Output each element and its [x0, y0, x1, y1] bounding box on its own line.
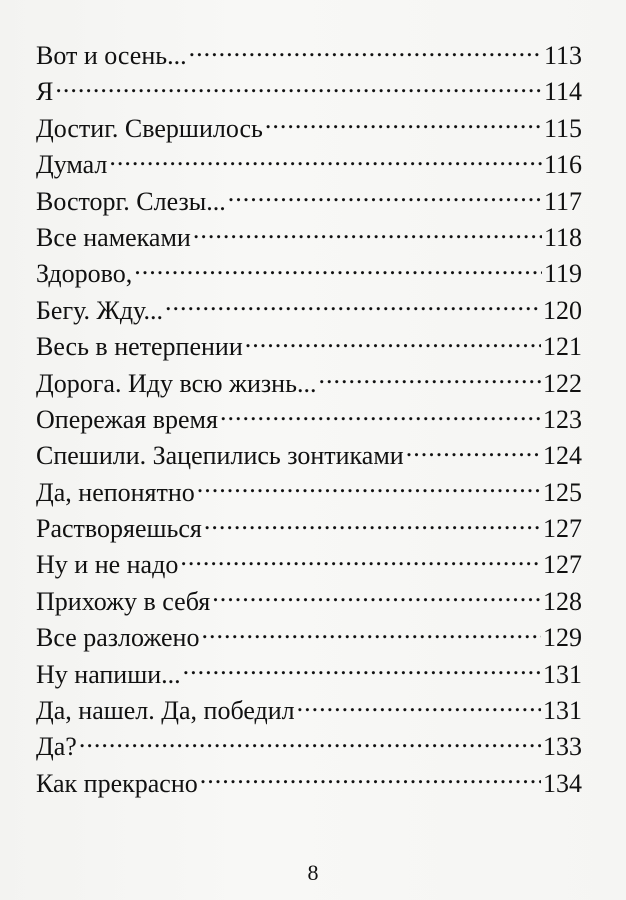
dot-leader: [165, 293, 541, 319]
toc-entry: [36, 74, 582, 110]
dot-leader: [109, 147, 542, 173]
toc-entry-title: Весь в нетерпении: [36, 332, 243, 362]
toc-entry-title: Да?: [36, 732, 77, 762]
table-of-contents: [36, 38, 582, 802]
dot-leader: [79, 729, 541, 755]
toc-entry-page: 131: [543, 659, 582, 689]
toc-entry-page: 113: [543, 41, 582, 70]
dot-leader: [55, 74, 542, 100]
toc-entry-page: 127: [543, 514, 582, 544]
toc-entry-page: 134: [543, 768, 582, 798]
toc-entry-page: 118: [543, 222, 582, 252]
toc-entry-title: Растворяешься: [36, 514, 202, 544]
dot-leader: [134, 256, 542, 282]
dot-leader: [220, 402, 541, 428]
toc-entry: [36, 511, 582, 547]
toc-entry: [36, 766, 582, 802]
toc-entry-title: Да, нашел. Да, победил: [36, 696, 295, 726]
toc-entry-page: 120: [543, 295, 582, 325]
toc-entry-title: Да, непонятно: [36, 477, 195, 507]
toc-entry: [36, 220, 582, 256]
toc-entry-page: 129: [543, 623, 582, 653]
toc-entry-page: 124: [543, 441, 582, 471]
toc-entry: [36, 729, 582, 765]
toc-entry-title: Восторг. Слезы...: [36, 186, 226, 216]
dot-leader: [200, 766, 541, 792]
toc-entry: [36, 329, 582, 365]
toc-entry: [36, 147, 582, 183]
dot-leader: [265, 111, 542, 137]
toc-entry: [36, 256, 582, 292]
dot-leader: [197, 475, 541, 501]
toc-entry-title: Вот и осень...: [36, 41, 187, 70]
toc-entry-page: 115: [543, 113, 582, 143]
dot-leader: [180, 547, 541, 573]
toc-entry-title: Ну напиши...: [36, 659, 181, 689]
toc-entry-title: Я: [36, 77, 54, 107]
toc-entry-page: 116: [543, 150, 582, 180]
toc-entry-title: Спешили. Зацепились зонтиками: [36, 441, 404, 471]
toc-entry: [36, 620, 582, 656]
toc-entry: [36, 475, 582, 511]
dot-leader: [193, 220, 542, 246]
toc-entry-title: Здорово,: [36, 259, 133, 289]
toc-entry: [36, 584, 582, 620]
toc-entry-title: Ну и не надо: [36, 550, 179, 580]
dot-leader: [183, 657, 541, 683]
dot-leader: [297, 693, 541, 719]
toc-entry-title: Опережая время: [36, 404, 218, 434]
toc-entry: [36, 111, 582, 147]
dot-leader: [204, 511, 541, 537]
toc-entry-title: Бегу. Жду...: [36, 295, 163, 325]
toc-entry: [36, 657, 582, 693]
toc-entry-page: 128: [543, 586, 582, 616]
toc-entry-page: 122: [543, 368, 582, 398]
toc-entry: [36, 184, 582, 220]
toc-entry-page: 125: [543, 477, 582, 507]
toc-entry: [36, 438, 582, 474]
toc-entry-page: 123: [543, 404, 582, 434]
toc-entry-title: Думал: [36, 150, 108, 180]
toc-entry-page: 119: [543, 259, 582, 289]
toc-entry-page: 114: [543, 77, 582, 107]
toc-entry-title: Дорога. Иду всю жизнь...: [36, 368, 317, 398]
toc-entry-title: Все разложено: [36, 623, 200, 653]
toc-entry-page: 121: [543, 332, 582, 362]
toc-entry: [36, 293, 582, 329]
toc-entry-page: 131: [543, 696, 582, 726]
toc-entry: [36, 366, 582, 402]
dot-leader: [318, 366, 541, 392]
dot-leader: [212, 584, 541, 610]
toc-entry-page: 127: [543, 550, 582, 580]
toc-entry-title: Прихожу в себя: [36, 586, 211, 616]
toc-entry-title: Все намеками: [36, 222, 191, 252]
dot-leader: [406, 438, 541, 464]
toc-entry: [36, 693, 582, 729]
dot-leader: [245, 329, 541, 355]
toc-entry: [36, 402, 582, 438]
toc-entry: [36, 38, 582, 74]
dot-leader: [201, 620, 541, 646]
page-number: 8: [307, 860, 319, 885]
dot-leader: [189, 38, 542, 64]
dot-leader: [228, 184, 542, 210]
toc-entry-title: Как прекрасно: [36, 768, 198, 798]
toc-entry: [36, 547, 582, 583]
toc-entry-title: Достиг. Свершилось: [36, 113, 263, 143]
toc-entry-page: 117: [543, 186, 582, 216]
toc-entry-page: 133: [543, 732, 582, 762]
